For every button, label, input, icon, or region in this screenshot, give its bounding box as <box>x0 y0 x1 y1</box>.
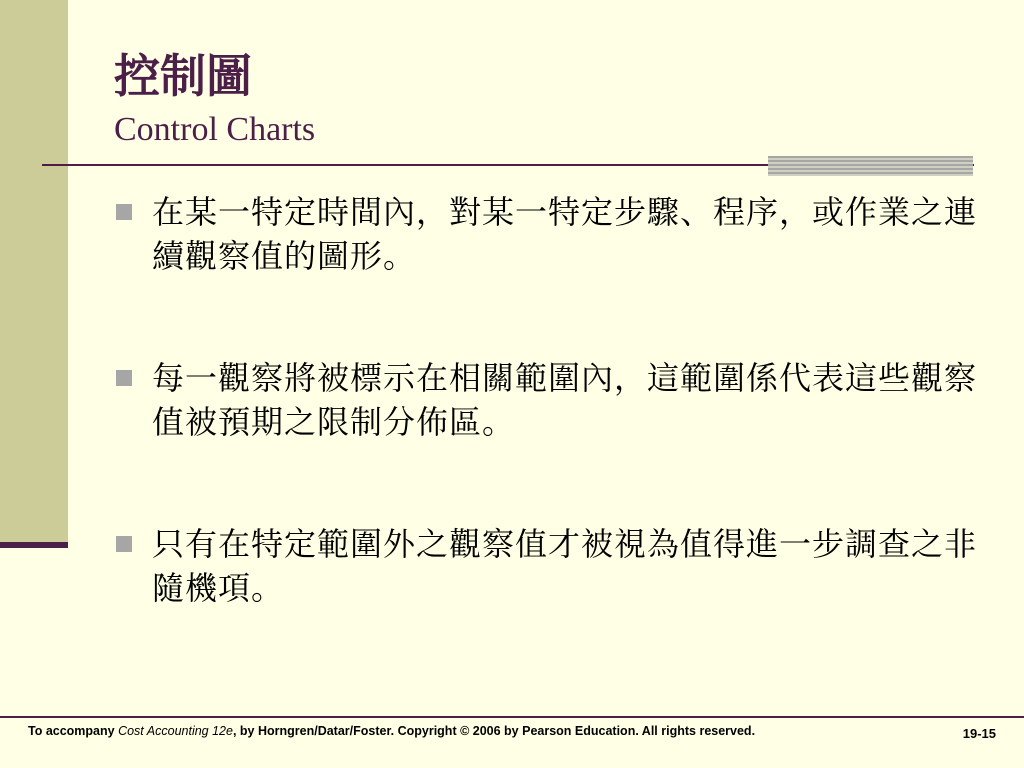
square-bullet-icon <box>116 536 132 552</box>
title-accent-bar <box>768 156 973 176</box>
footer-suffix: , by Horngren/Datar/Foster. Copyright © 2006 by Pearson Education. All rights reserved. <box>232 724 756 738</box>
left-decorative-band <box>0 0 68 545</box>
slide-number: 19-15 <box>962 726 996 741</box>
footer-divider <box>0 716 1024 718</box>
slide-title-chinese: 控制圖 <box>114 49 252 103</box>
bullet-text: 在某一特定時間內，對某一特定步驟、程序，或作業之連續觀察值的圖形。 <box>152 193 978 275</box>
slide-title-english: Control Charts <box>114 111 316 148</box>
bullet-text: 每一觀察將被標示在相關範圍內，這範圍係代表這些觀察值被預期之限制分佈區。 <box>152 359 978 441</box>
footer-book-title: Cost Accounting 12e <box>118 724 233 738</box>
bullet-list <box>114 190 994 688</box>
bullet-item <box>114 522 994 610</box>
bullet-text: 只有在特定範圍外之觀察值才被視為值得進一步調查之非隨機項。 <box>152 525 978 607</box>
left-decorative-rule <box>0 542 68 548</box>
bullet-item <box>114 356 994 444</box>
footer-copyright <box>28 724 755 738</box>
square-bullet-icon <box>116 204 132 220</box>
bullet-item <box>114 190 994 278</box>
footer-prefix: To accompany <box>28 724 119 738</box>
square-bullet-icon <box>116 370 132 386</box>
